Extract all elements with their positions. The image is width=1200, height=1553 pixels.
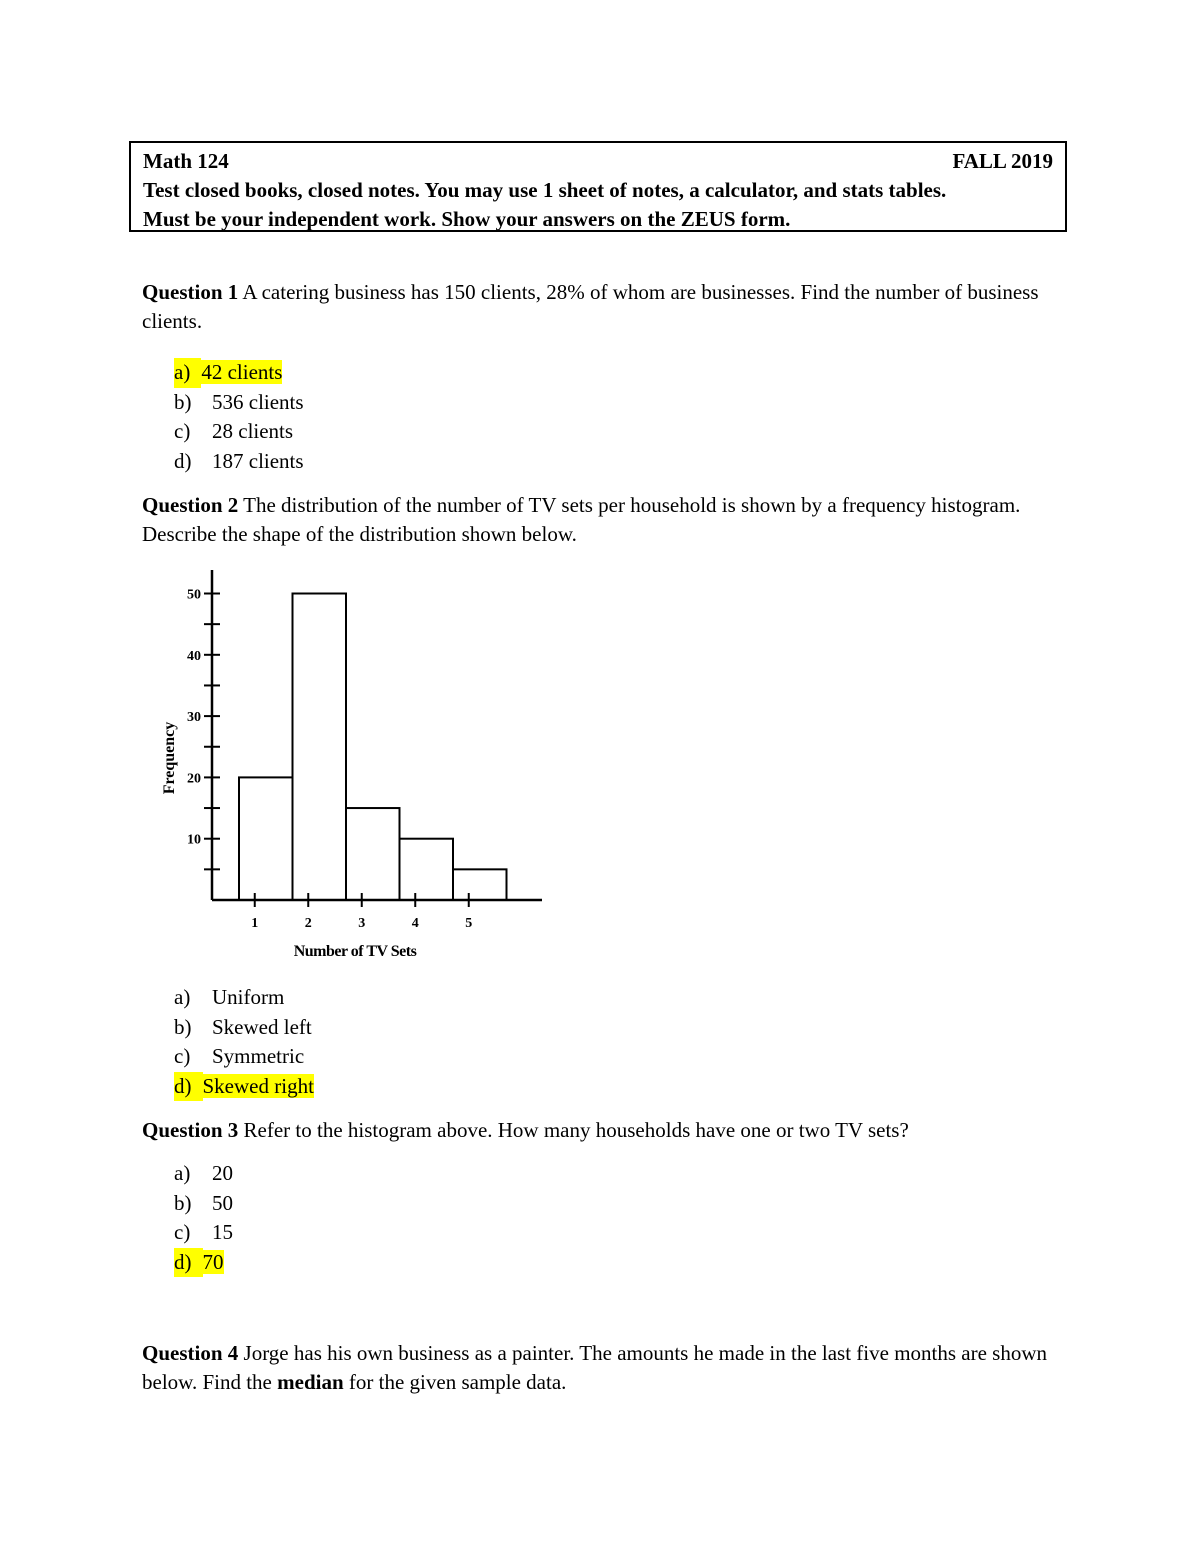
q2-option-d[interactable]: d) Skewed right xyxy=(174,1072,314,1102)
question-1-text: A catering business has 150 clients, 28% of whom are businesses. Find the number of business clients. xyxy=(142,280,1039,333)
y-tick-label: 50 xyxy=(187,587,201,603)
question-1 xyxy=(142,278,1062,336)
x-tick-label: 2 xyxy=(304,916,312,931)
question-2-label: Question 2 xyxy=(142,493,239,517)
histogram-bar-2 xyxy=(293,594,347,901)
question-2-options xyxy=(174,983,314,1101)
q2-option-b[interactable]: b) Skewed left xyxy=(174,1014,312,1039)
question-2 xyxy=(142,491,1062,549)
y-tick-label: 30 xyxy=(187,710,201,726)
header-instructions: Test closed books, closed notes. You may use 1 sheet of notes, a calculator, and stats tables. xyxy=(143,178,947,202)
x-tick-label: 4 xyxy=(411,916,419,931)
question-4-label: Question 4 xyxy=(142,1341,239,1365)
y-tick-label: 20 xyxy=(187,771,201,787)
question-3 xyxy=(142,1116,1062,1145)
q1-option-d[interactable]: d) 187 clients xyxy=(174,448,304,473)
q2-option-c[interactable]: c) Symmetric xyxy=(174,1044,305,1068)
histogram-bar-5 xyxy=(453,869,507,900)
x-tick-label: 5 xyxy=(465,916,473,931)
question-4-text-end: for the given sample data. xyxy=(348,1370,567,1394)
header-row xyxy=(143,147,1053,176)
q3-option-c[interactable]: c) 15 xyxy=(174,1220,233,1244)
x-axis-label: Number of TV Sets xyxy=(293,943,417,960)
question-3-options xyxy=(174,1159,233,1277)
q3-option-b[interactable]: b) 50 xyxy=(174,1190,233,1215)
question-1-label: Question 1 xyxy=(142,280,239,304)
histogram-bar-3 xyxy=(346,808,400,900)
histogram-bar-4 xyxy=(400,839,454,900)
x-tick-label: 1 xyxy=(251,916,259,931)
term: FALL 2019 xyxy=(952,149,1053,173)
q1-option-c[interactable]: c) 28 clients xyxy=(174,419,294,443)
y-tick-label: 40 xyxy=(187,648,201,664)
q1-option-a[interactable]: a) 42 clients xyxy=(174,358,304,388)
y-tick-label: 10 xyxy=(187,832,201,848)
question-4 xyxy=(142,1339,1062,1397)
tv-sets-histogram xyxy=(150,560,550,965)
header-policy: Must be your independent work. Show your answers on the ZEUS form. xyxy=(143,207,791,231)
q3-option-a[interactable]: a) 20 xyxy=(174,1161,233,1185)
q1-option-b[interactable]: b) 536 clients xyxy=(174,389,304,414)
question-4-text: Jorge has his own business as a painter. The amounts he made in the last five months are shown below. Find the xyxy=(142,1341,1048,1394)
question-3-text: Refer to the histogram above. How many households have one or two TV sets? xyxy=(243,1118,909,1142)
q2-option-a[interactable]: a) Uniform xyxy=(174,985,285,1009)
question-1-options xyxy=(174,358,304,476)
q3-option-d[interactable]: d) 70 xyxy=(174,1248,233,1278)
exam-header xyxy=(129,141,1067,232)
histogram-bar-1 xyxy=(239,777,293,900)
question-3-label: Question 3 xyxy=(142,1118,239,1142)
question-2-text: The distribution of the number of TV sets per household is shown by a frequency histogram. Describe the shape of the distribution shown below. xyxy=(142,493,1021,546)
x-tick-label: 3 xyxy=(358,916,366,931)
course-title: Math 124 xyxy=(143,149,229,173)
y-axis-label: Frequency xyxy=(161,721,178,795)
question-4-keyword: median xyxy=(277,1370,344,1394)
